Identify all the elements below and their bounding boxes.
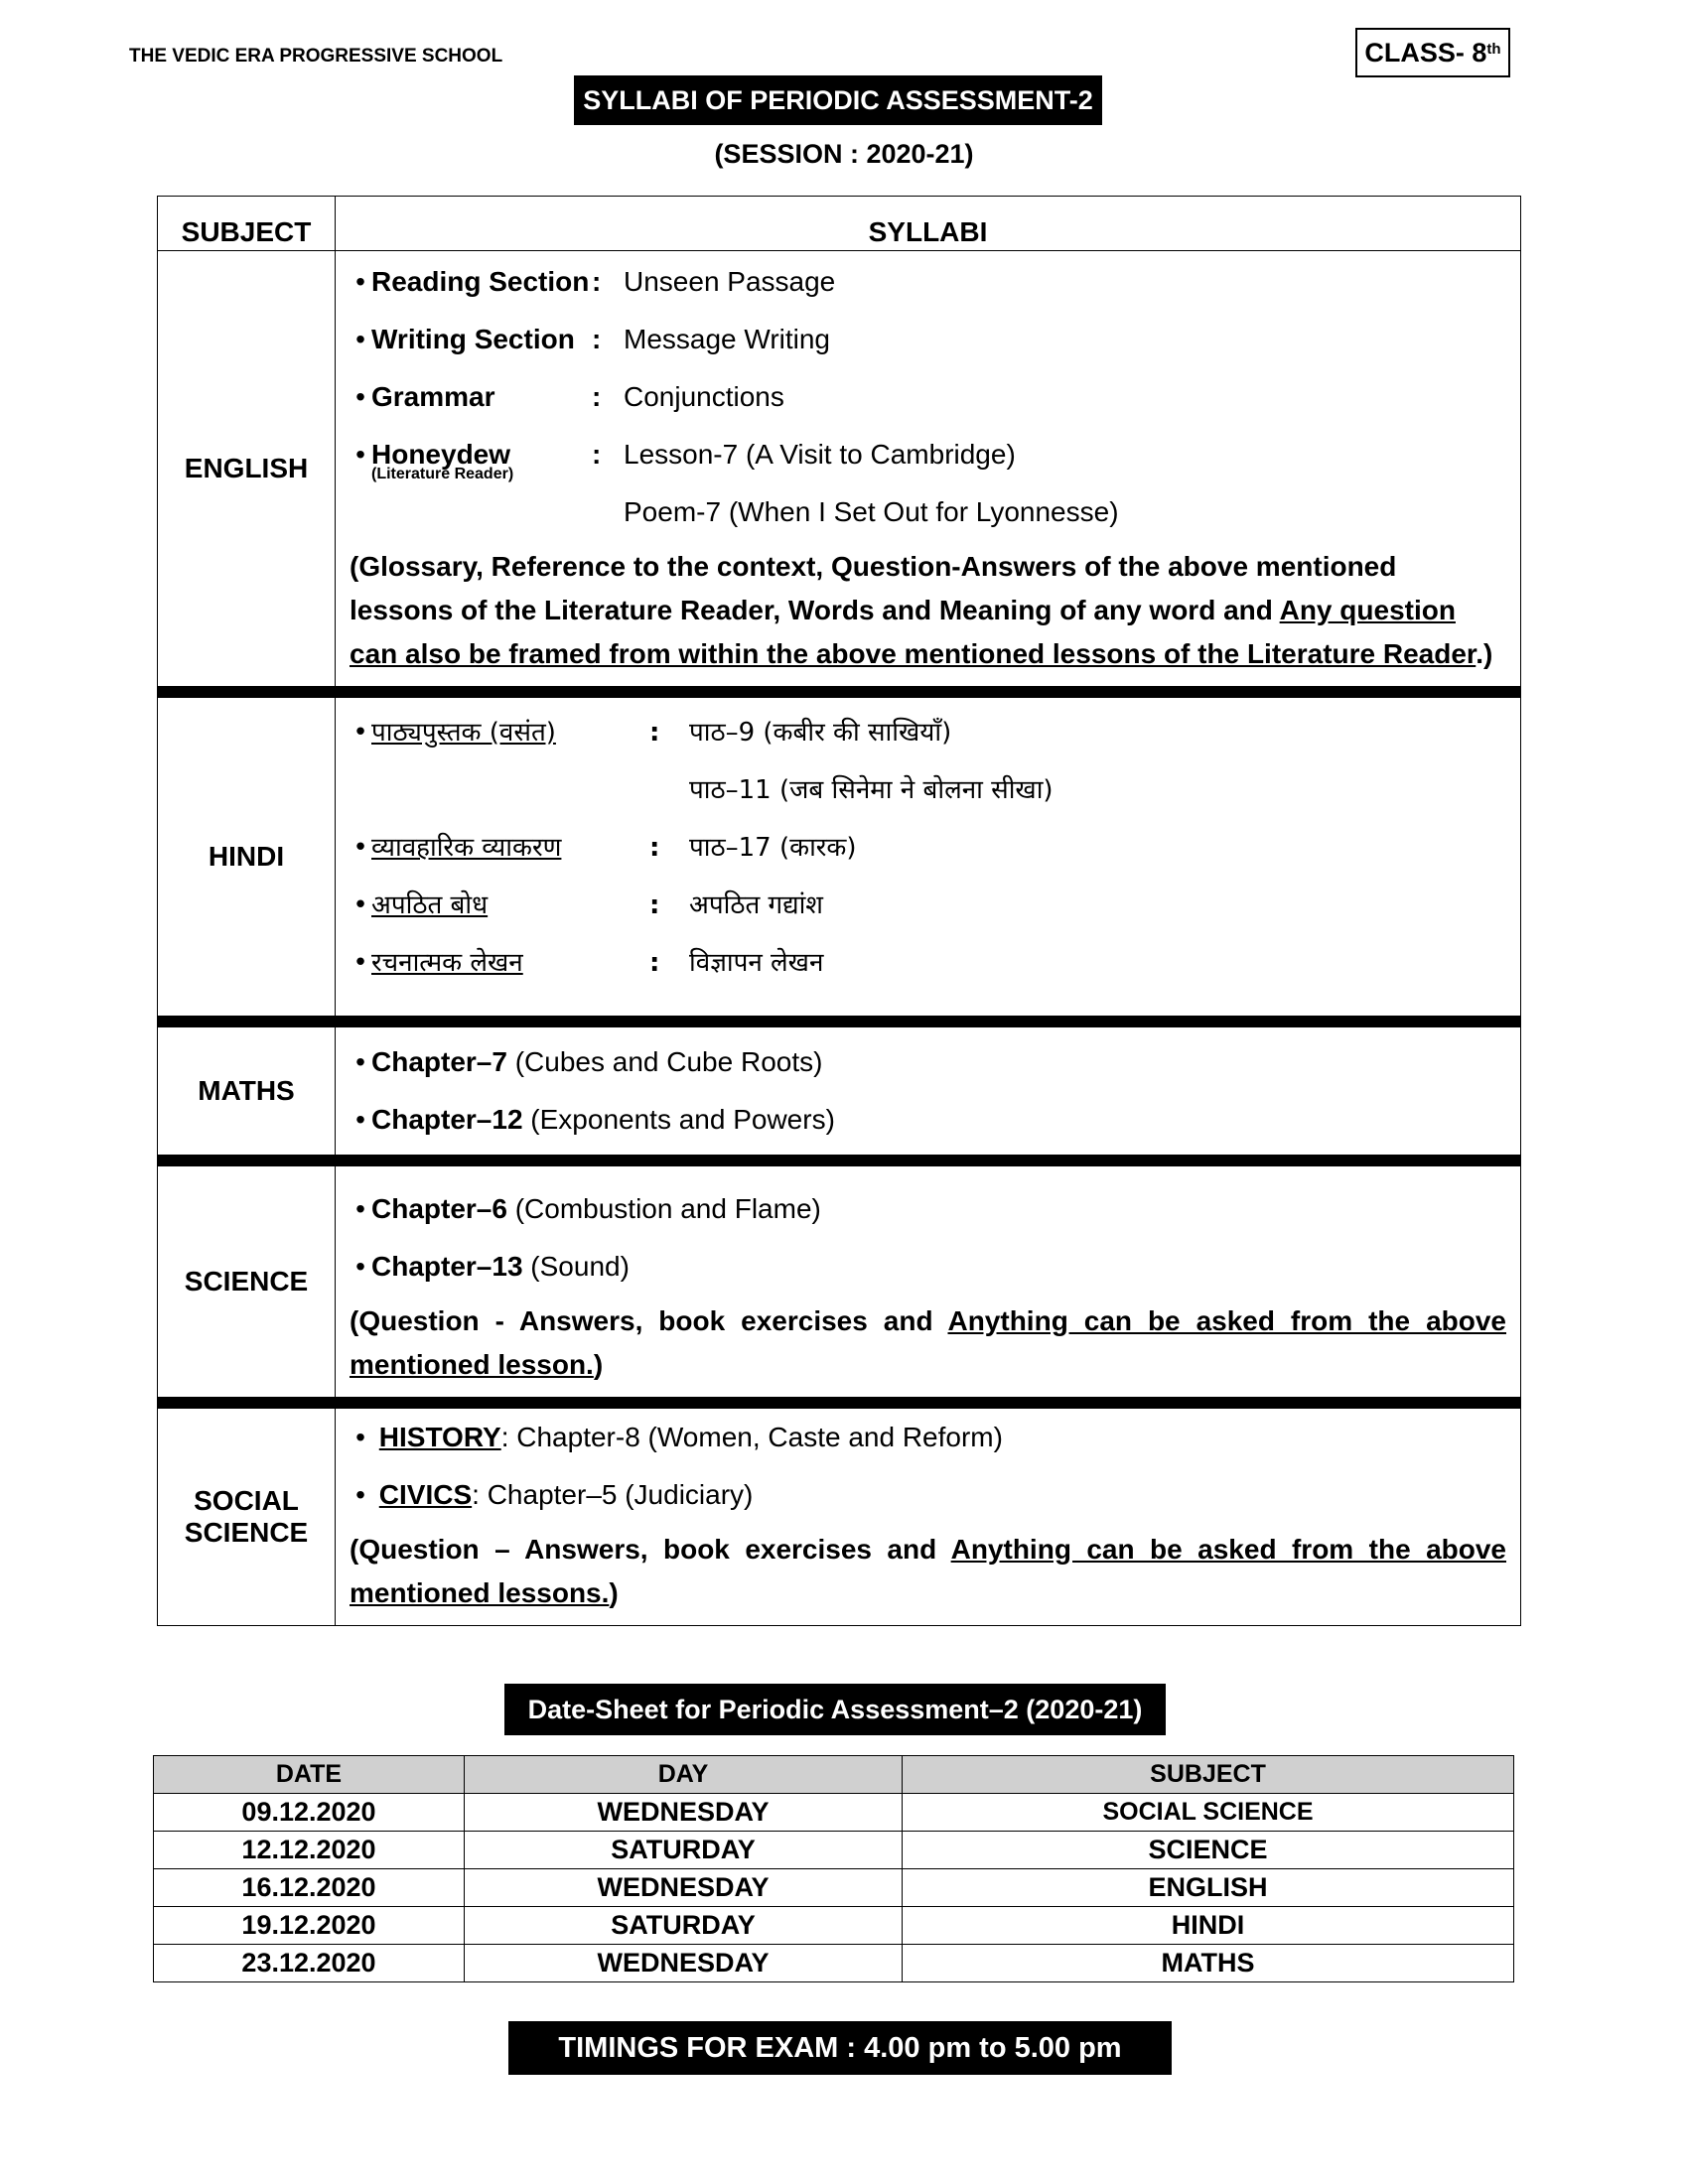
hindi-row — [158, 698, 1521, 1017]
row-separator — [158, 687, 1521, 698]
date-cell: 19.12.2020 — [154, 1907, 465, 1945]
column-header-subject: SUBJECT — [903, 1756, 1514, 1794]
list-item: • Chapter–6 (Combustion and Flame) — [355, 1193, 821, 1224]
subject-cell: SOCIAL SCIENCE — [903, 1794, 1514, 1832]
list-item: • HISTORY: Chapter-8 (Women, Caste and Reform) — [355, 1422, 1003, 1452]
list-item: पाठ–11 (जब सिनेमा ने बोलना सीखा) — [689, 775, 1054, 805]
day-cell: SATURDAY — [465, 1907, 903, 1945]
english-syllabus — [336, 251, 1521, 687]
datesheet-table — [153, 1755, 1514, 1982]
list-item: • Chapter–13 (Sound) — [355, 1251, 630, 1282]
date-cell: 09.12.2020 — [154, 1794, 465, 1832]
list-item: • Reading Section: Unseen Passage — [355, 266, 836, 297]
list-item: • Chapter–7 (Cubes and Cube Roots) — [355, 1046, 823, 1077]
row-separator — [158, 1017, 1521, 1027]
science-row — [158, 1166, 1521, 1398]
subject-cell: MATHS — [903, 1945, 1514, 1982]
literature-reader-note: (Literature Reader) — [371, 466, 514, 482]
social-science-syllabus — [336, 1409, 1521, 1626]
subject-social-science: SOCIAL SCIENCE — [158, 1409, 336, 1626]
list-item: • Honeydew : Lesson-7 (A Visit to Cambridge) (Literature Reader) — [355, 439, 1016, 482]
school-name: THE VEDIC ERA PROGRESSIVE SCHOOL — [129, 46, 503, 67]
subject-hindi: HINDI — [158, 698, 336, 1017]
table-row — [154, 1945, 1514, 1982]
datesheet-title: Date-Sheet for Periodic Assessment–2 (2020-21) — [504, 1684, 1166, 1735]
row-separator — [158, 1398, 1521, 1409]
day-cell: WEDNESDAY — [465, 1869, 903, 1907]
list-item: • Grammar : Conjunctions — [355, 381, 784, 412]
syllabus-header-row — [158, 197, 1521, 251]
subject-cell: HINDI — [903, 1907, 1514, 1945]
table-row — [154, 1794, 1514, 1832]
social-science-note: (Question – Answers, book exercises and Anything can be asked from the above mentioned lessons.) — [350, 1534, 1506, 1608]
session-label: (SESSION : 2020-21) — [714, 139, 974, 169]
list-item: • रचनात्मक लेखन : विज्ञापन लेखन — [352, 948, 824, 978]
datesheet-header-row — [154, 1756, 1514, 1794]
maths-row — [158, 1027, 1521, 1156]
science-syllabus — [336, 1166, 1521, 1398]
column-header-date: DATE — [154, 1756, 465, 1794]
science-note: (Question - Answers, book exercises and Anything can be asked from the above mentioned lesson.) — [350, 1305, 1506, 1380]
page-title: SYLLABI OF PERIODIC ASSESSMENT-2 — [574, 75, 1102, 125]
subject-cell: ENGLISH — [903, 1869, 1514, 1907]
english-row — [158, 251, 1521, 687]
maths-syllabus — [336, 1027, 1521, 1156]
day-cell: SATURDAY — [465, 1832, 903, 1869]
subject-maths: MATHS — [158, 1027, 336, 1156]
list-item: • Chapter–12 (Exponents and Powers) — [355, 1104, 835, 1135]
subject-english: ENGLISH — [158, 251, 336, 687]
list-item: • Writing Section : Message Writing — [355, 324, 831, 354]
column-header-subject: SUBJECT — [158, 197, 336, 251]
subject-cell: SCIENCE — [903, 1832, 1514, 1869]
table-row — [154, 1832, 1514, 1869]
column-header-syllabi: SYLLABI — [336, 197, 1521, 251]
date-cell: 12.12.2020 — [154, 1832, 465, 1869]
date-cell: 23.12.2020 — [154, 1945, 465, 1982]
list-item: • CIVICS: Chapter–5 (Judiciary) — [355, 1479, 754, 1510]
exam-timings: TIMINGS FOR EXAM : 4.00 pm to 5.00 pm — [508, 2021, 1172, 2075]
class-suffix: th — [1486, 40, 1501, 58]
column-header-day: DAY — [465, 1756, 903, 1794]
list-item: • व्यावहारिक व्याकरण : पाठ–17 (कारक) — [352, 833, 857, 863]
table-row — [154, 1907, 1514, 1945]
date-cell: 16.12.2020 — [154, 1869, 465, 1907]
class-badge — [1355, 28, 1510, 77]
list-item: Poem-7 (When I Set Out for Lyonnesse) — [624, 496, 1119, 527]
day-cell: WEDNESDAY — [465, 1794, 903, 1832]
hindi-syllabus — [336, 698, 1521, 1017]
syllabus-table — [157, 196, 1521, 1626]
english-note: (Glossary, Reference to the context, Question-Answers of the above mentioned lessons of the Literature Reader, Words and Meaning of any word and Any question can also be framed from within the above mentioned lessons of the Literature Reader.) — [350, 551, 1493, 669]
list-item: • अपठित बोध : अपठित गद्यांश — [352, 890, 823, 920]
day-cell: WEDNESDAY — [465, 1945, 903, 1982]
subject-science: SCIENCE — [158, 1166, 336, 1398]
social-science-row — [158, 1409, 1521, 1626]
class-label: CLASS- 8 — [1364, 37, 1487, 68]
row-separator — [158, 1156, 1521, 1166]
table-row — [154, 1869, 1514, 1907]
list-item: • पाठ्यपुस्तक (वसंत) : पाठ–9 (कबीर की साखियाँ) — [352, 718, 952, 748]
